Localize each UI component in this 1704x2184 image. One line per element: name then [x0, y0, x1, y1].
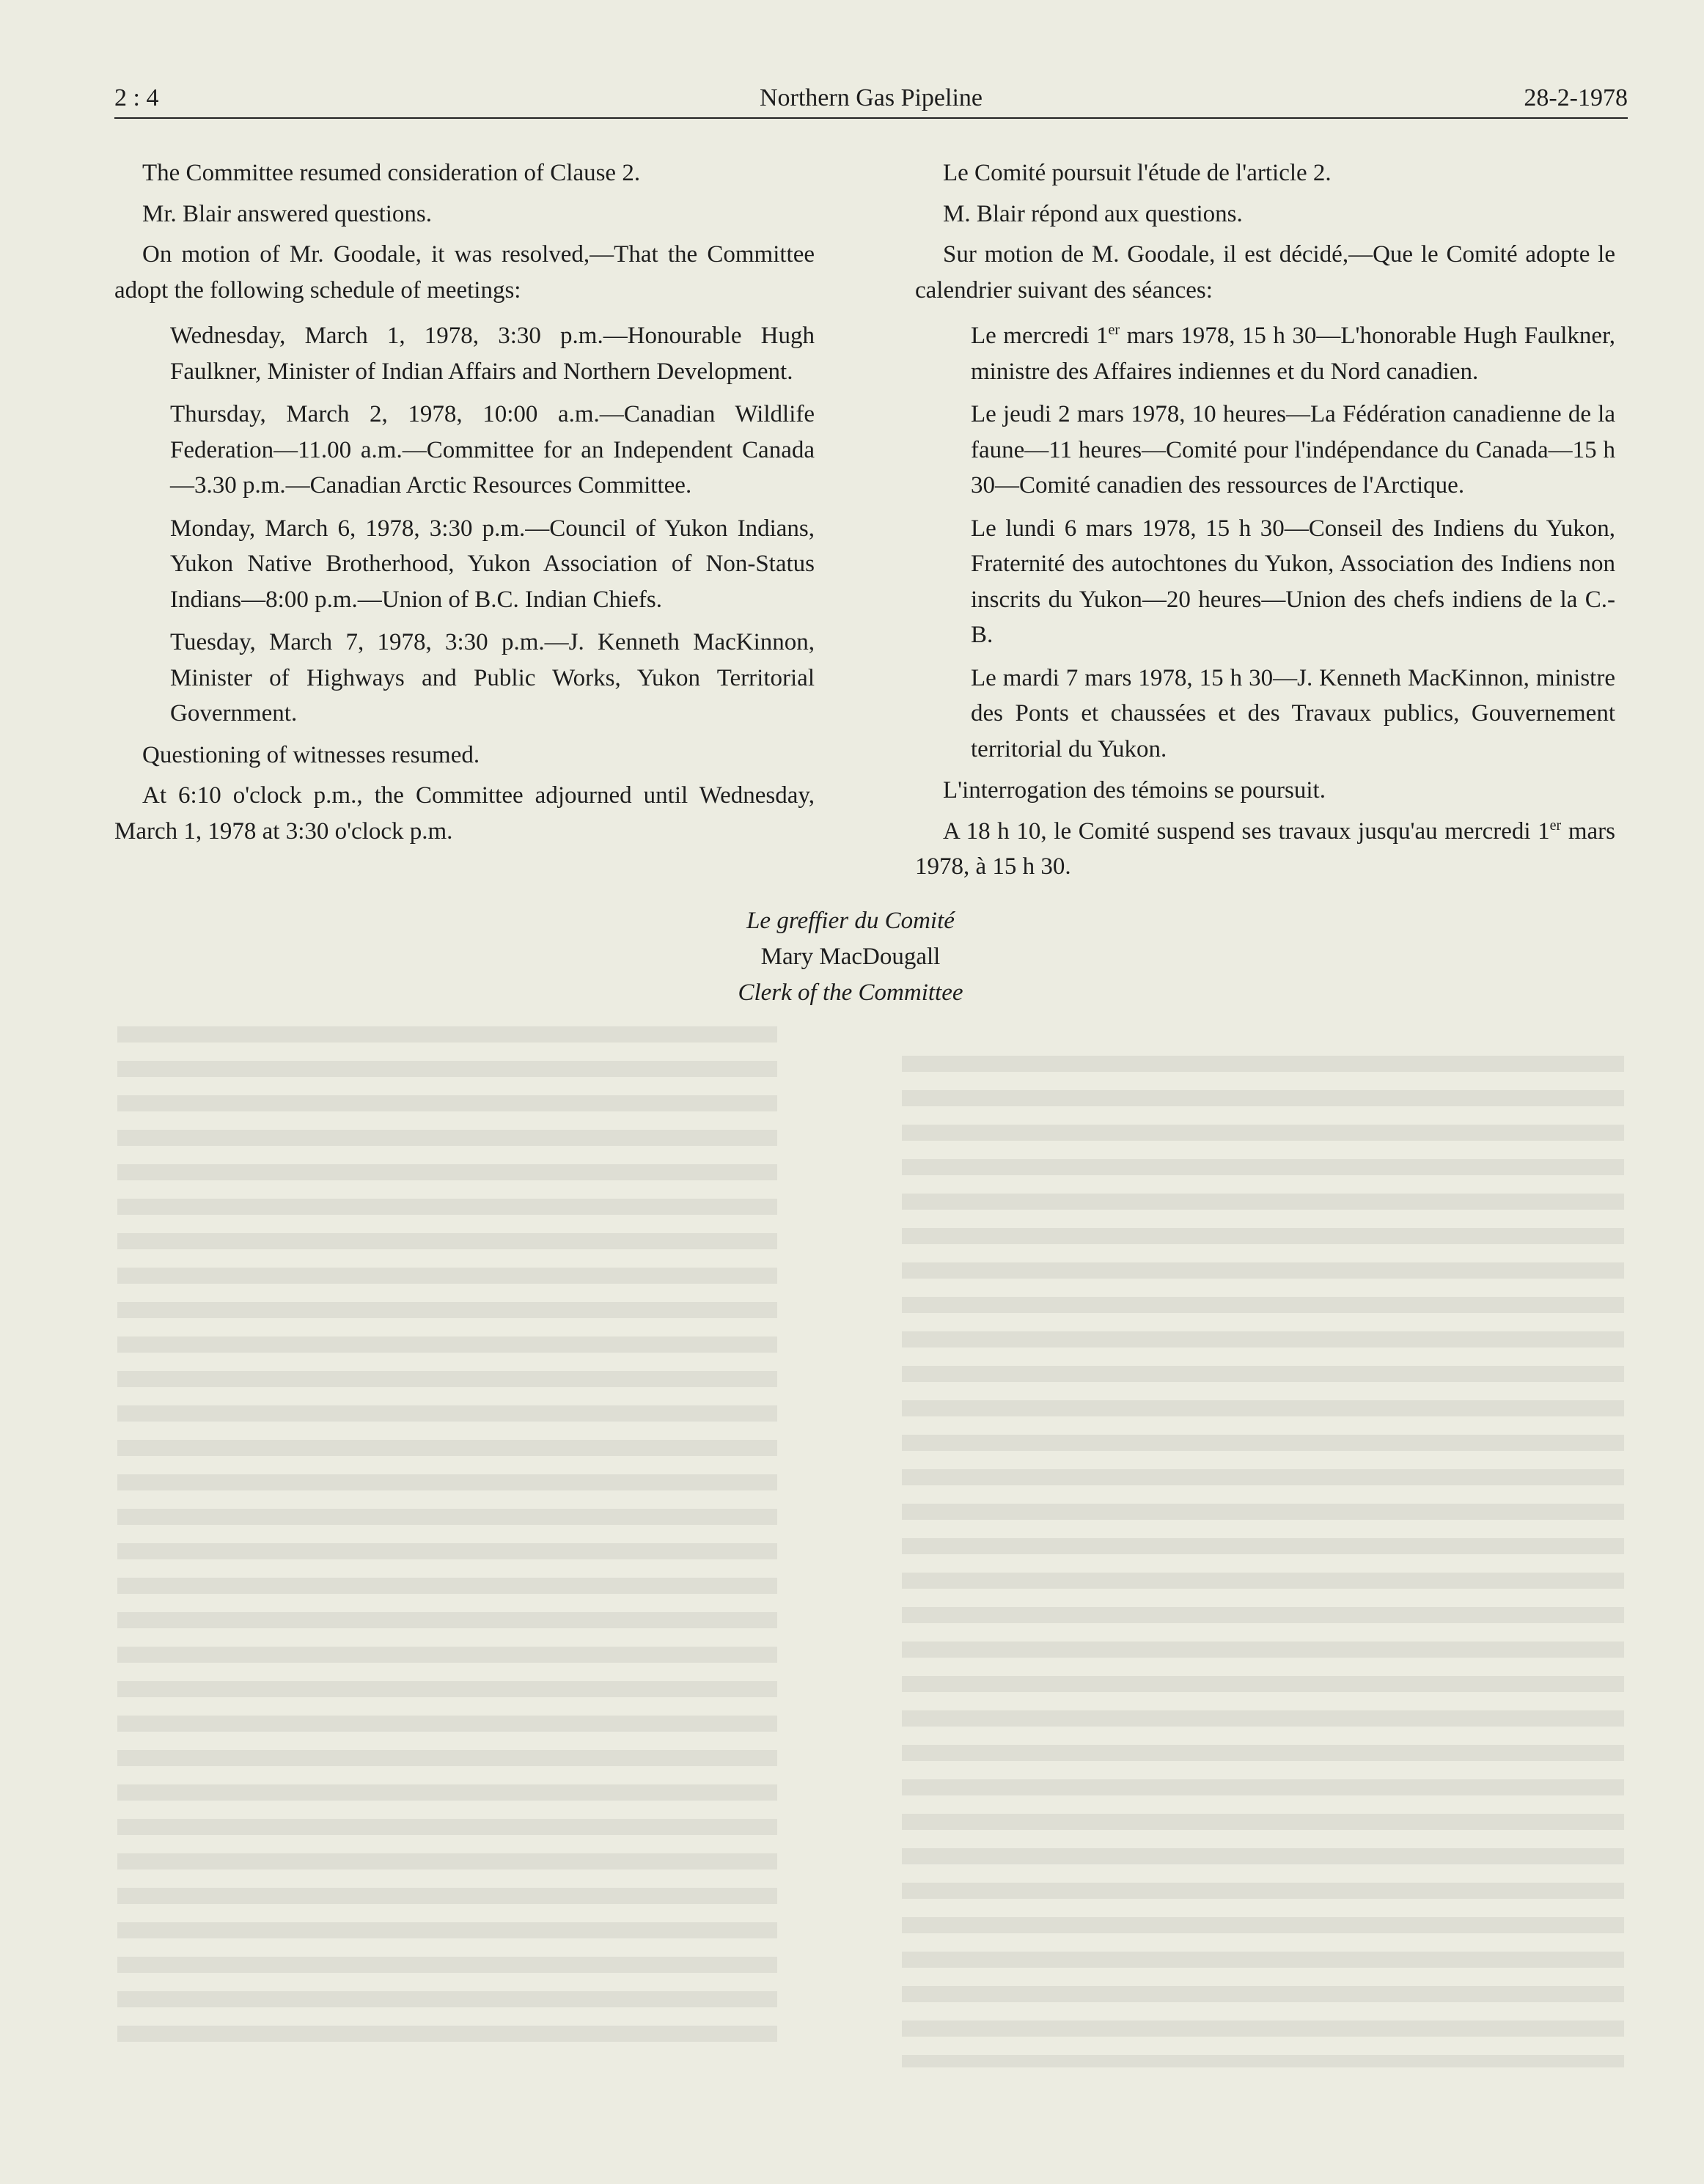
- french-column: [915, 155, 1615, 890]
- fr-schedule-item: [971, 318, 1615, 389]
- bleed-through-left: [117, 1026, 777, 2053]
- clerk-title-french: Le greffier du Comité: [746, 908, 955, 934]
- clerk-signature-block: [660, 903, 1041, 1011]
- en-schedule-item: Wednesday, March 1, 1978, 3:30 p.m.—Honourable Hugh Faulkner, Minister of Indian Affairs and Northern Development.: [170, 323, 815, 385]
- clerk-name: Mary MacDougall: [760, 944, 941, 970]
- en-paragraph-adjourned: At 6:10 o'clock p.m., the Committee adjourned until Wednesday, March 1, 1978 at 3:30 o'clock p.m.: [114, 782, 815, 845]
- fr-schedule-item: Le mardi 7 mars 1978, 15 h 30—J. Kenneth MacKinnon, ministre des Ponts et chaussées et des Travaux publics, Gouvernement territorial du Yukon.: [971, 664, 1615, 762]
- fr-paragraph-motion: Sur motion de M. Goodale, il est décidé,—Que le Comité adopte le calendrier suivant des séances:: [915, 241, 1615, 304]
- fr-schedule-text: mars 1978, 15 h 30—L'honorable Hugh Faulkner, ministre des Affaires indiennes et du Nord canadien.: [971, 323, 1615, 385]
- page-header: [114, 79, 1628, 119]
- en-paragraph-resumed: The Committee resumed consideration of Clause 2.: [142, 160, 641, 186]
- fr-paragraph-resumed: Le Comité poursuit l'étude de l'article 2.: [943, 160, 1332, 186]
- fr-paragraph-questioning: L'interrogation des témoins se poursuit.: [943, 777, 1326, 804]
- header-date: 28-2-1978: [1524, 84, 1628, 111]
- en-schedule-item: Thursday, March 2, 1978, 10:00 a.m.—Canadian Wildlife Federation—11.00 a.m.—Committee for an Independent Canada—3.30 p.m.—Canadian Arctic Resources Committee.: [170, 401, 815, 499]
- en-paragraph-answered: Mr. Blair answered questions.: [142, 200, 433, 227]
- page-number: 2 : 4: [114, 84, 159, 111]
- bleed-through-right: [902, 1056, 1624, 2067]
- english-column: [114, 155, 815, 854]
- fr-schedule-item: Le jeudi 2 mars 1978, 10 heures—La Fédération canadienne de la faune—11 heures—Comité pour l'indépendance du Canada—15 h 30—Comité canadien des ressources de l'Arctique.: [971, 401, 1615, 499]
- fr-paragraph-answered: M. Blair répond aux questions.: [943, 200, 1243, 227]
- clerk-title-english: Clerk of the Committee: [738, 979, 963, 1006]
- fr-adjourn-text: mars 1978, à 15 h 30.: [915, 817, 1615, 880]
- running-title: Northern Gas Pipeline: [759, 84, 983, 111]
- en-paragraph-motion: On motion of Mr. Goodale, it was resolved,—That the Committee adopt the following schedule of meetings:: [114, 241, 815, 304]
- fr-superscript: er: [1108, 322, 1120, 338]
- fr-schedule-item: Le lundi 6 mars 1978, 15 h 30—Conseil des Indiens du Yukon, Fraternité des autochtones du Yukon, Association des Indiens non inscrits du Yukon—20 heures—Union des chefs indiens de la C.-B.: [971, 515, 1615, 648]
- en-paragraph-questioning: Questioning of witnesses resumed.: [142, 741, 480, 768]
- fr-superscript: er: [1549, 817, 1562, 834]
- en-schedule-item: Tuesday, March 7, 1978, 3:30 p.m.—J. Kenneth MacKinnon, Minister of Highways and Public Works, Yukon Territorial Government.: [170, 629, 815, 727]
- fr-schedule-text: Le mercredi 1: [971, 323, 1109, 349]
- fr-adjourn-text: A 18 h 10, le Comité suspend ses travaux jusqu'au mercredi 1: [943, 817, 1550, 845]
- fr-paragraph-adjourned: [915, 814, 1615, 885]
- en-schedule-item: Monday, March 6, 1978, 3:30 p.m.—Council of Yukon Indians, Yukon Native Brotherhood, Yukon Association of Non-Status Indians—8:00 p.m.—Union of B.C. Indian Chiefs.: [170, 515, 815, 613]
